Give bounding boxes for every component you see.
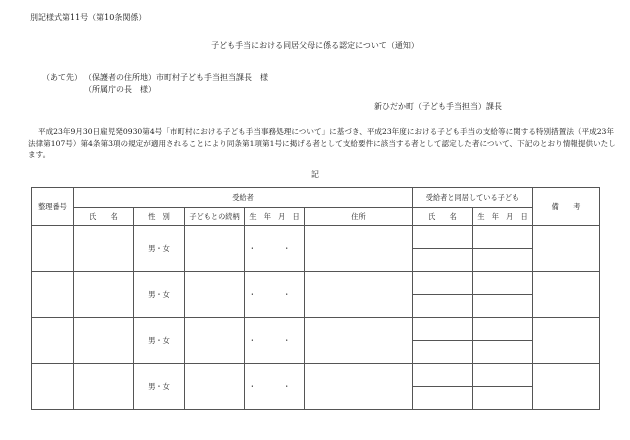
cell-sex: 男・女 bbox=[134, 226, 185, 272]
cell-biko bbox=[533, 272, 600, 318]
cell-seiri bbox=[32, 364, 74, 410]
subheader-sex: 性 別 bbox=[134, 208, 185, 226]
cell-relation bbox=[185, 364, 245, 410]
cell-biko bbox=[533, 364, 600, 410]
cell-child-birthdate bbox=[473, 272, 533, 295]
cell-child-name bbox=[413, 295, 473, 318]
subheader-relation: 子どもとの続柄 bbox=[185, 208, 245, 226]
cell-birthdate: ・ ・ bbox=[245, 318, 305, 364]
cell-child-birthdate bbox=[473, 341, 533, 364]
header-jukyusha: 受給者 bbox=[74, 188, 413, 208]
cell-child-birthdate bbox=[473, 364, 533, 387]
ki-label: 記 bbox=[311, 170, 319, 179]
subheader-birthdate: 生 年 月 日 bbox=[245, 208, 305, 226]
cell-child-birthdate bbox=[473, 318, 533, 341]
header-biko: 備 考 bbox=[533, 188, 600, 226]
cell-name bbox=[74, 318, 134, 364]
cell-sex: 男・女 bbox=[134, 364, 185, 410]
cell-birthdate: ・ ・ bbox=[245, 226, 305, 272]
header-child-group: 受給者と同居している子ども bbox=[413, 188, 533, 208]
cell-relation bbox=[185, 226, 245, 272]
sender: 新ひだか町（子ども手当担当）課長 bbox=[374, 102, 502, 111]
cell-child-birthdate bbox=[473, 387, 533, 410]
cell-biko bbox=[533, 318, 600, 364]
subheader-address: 住所 bbox=[305, 208, 413, 226]
addressee-line-2: （所属庁の長 様） bbox=[84, 85, 156, 94]
cell-birthdate: ・ ・ bbox=[245, 364, 305, 410]
subheader-name: 氏 名 bbox=[74, 208, 134, 226]
cell-child-name bbox=[413, 364, 473, 387]
cell-child-name bbox=[413, 318, 473, 341]
cell-relation bbox=[185, 272, 245, 318]
document-title: 子ども手当における同居父母に係る認定について（通知） bbox=[211, 41, 419, 50]
cell-name bbox=[74, 364, 134, 410]
cell-address bbox=[305, 226, 413, 272]
subheader-child-birthdate: 生 年 月 日 bbox=[473, 208, 533, 226]
cell-sex: 男・女 bbox=[134, 272, 185, 318]
cell-child-name bbox=[413, 226, 473, 249]
subheader-row bbox=[32, 208, 600, 226]
cell-address bbox=[305, 364, 413, 410]
body-paragraph: 平成23年9月30日雇児発0930第4号「市町村における子ども手当事務処理について」に基づき、平成23年度における子ども手当の支給等に関する特別措置法（平成23年法律第107号）第4条第3項の規定が適用されることにより同条第1項第1号に掲げる者として支給要件に該当する者として認定した者について、下記のとおり情報提供いたします。 bbox=[28, 127, 616, 159]
cell-seiri bbox=[32, 318, 74, 364]
table-row bbox=[32, 272, 600, 295]
table-row bbox=[32, 364, 600, 387]
addressee-label: （あて先） bbox=[42, 73, 82, 82]
cell-relation bbox=[185, 318, 245, 364]
cell-child-name bbox=[413, 387, 473, 410]
cell-address bbox=[305, 318, 413, 364]
cell-child-name bbox=[413, 272, 473, 295]
cell-child-birthdate bbox=[473, 295, 533, 318]
header-row bbox=[32, 188, 600, 208]
cell-child-birthdate bbox=[473, 249, 533, 272]
header-seiri: 整理番号 bbox=[32, 188, 74, 226]
cell-biko bbox=[533, 226, 600, 272]
cell-child-birthdate bbox=[473, 226, 533, 249]
cell-seiri bbox=[32, 226, 74, 272]
cell-sex: 男・女 bbox=[134, 318, 185, 364]
addressee-line-1: （保護者の住所地）市町村子ども手当担当課長 様 bbox=[84, 73, 268, 82]
form-number: 別記様式第11号（第10条関係） bbox=[30, 13, 147, 22]
recipient-table bbox=[31, 187, 600, 410]
cell-name bbox=[74, 226, 134, 272]
cell-child-name bbox=[413, 341, 473, 364]
cell-child-name bbox=[413, 249, 473, 272]
cell-seiri bbox=[32, 272, 74, 318]
cell-name bbox=[74, 272, 134, 318]
cell-address bbox=[305, 272, 413, 318]
table-row bbox=[32, 318, 600, 341]
table-row bbox=[32, 226, 600, 249]
subheader-child-name: 氏 名 bbox=[413, 208, 473, 226]
cell-birthdate: ・ ・ bbox=[245, 272, 305, 318]
